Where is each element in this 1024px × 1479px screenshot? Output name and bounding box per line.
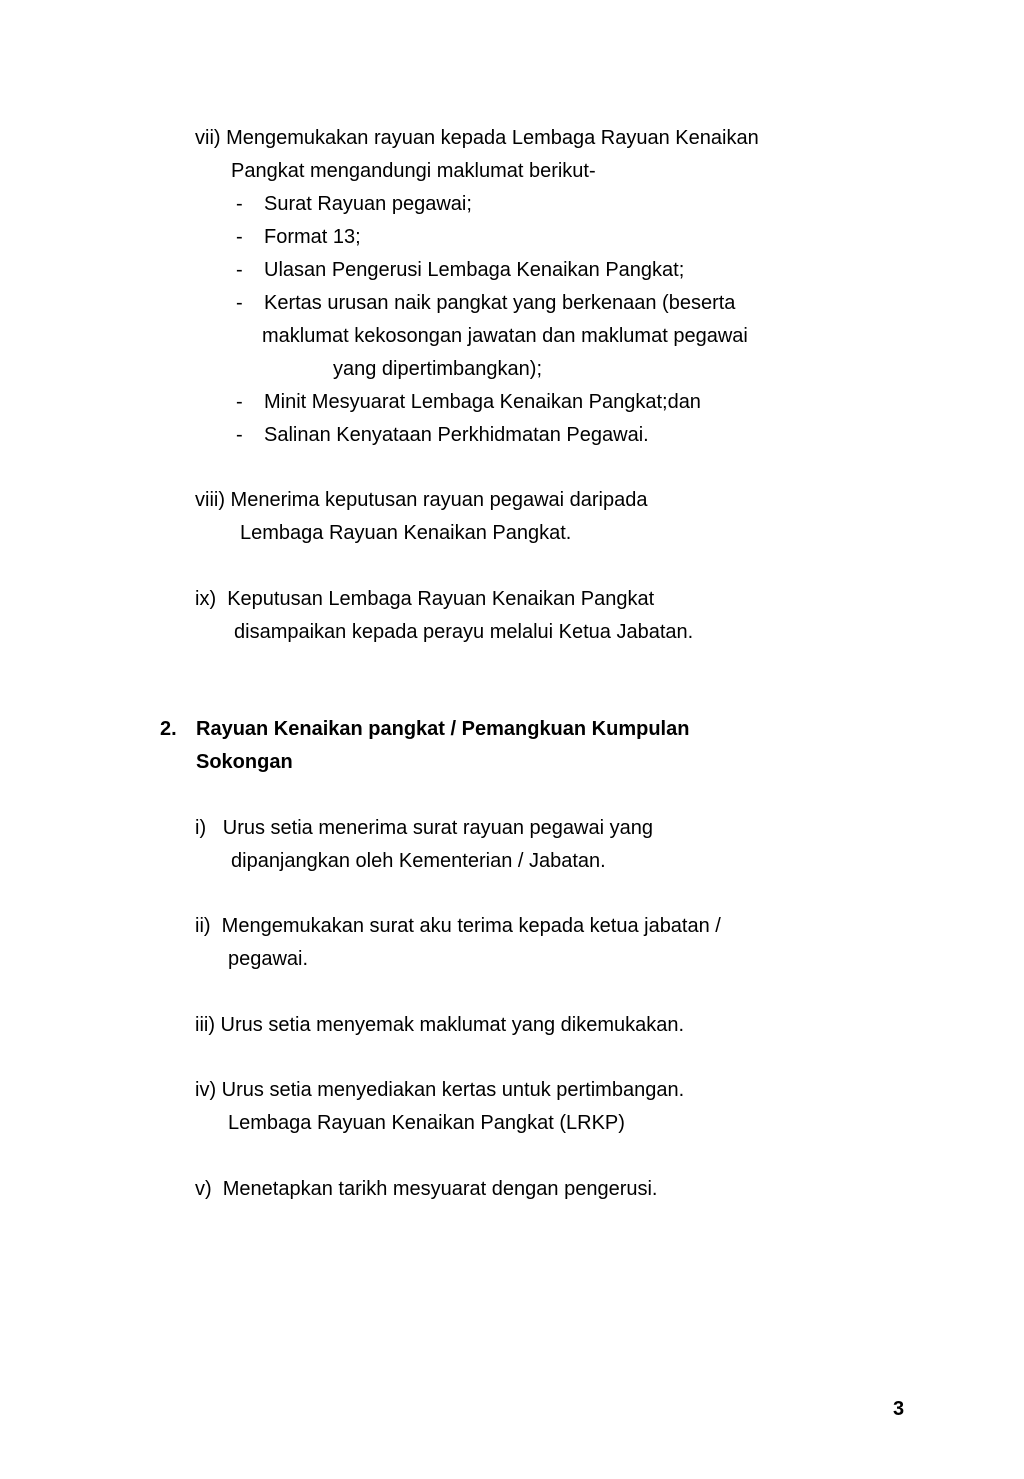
bullet-item: Kertas urusan naik pangkat yang berkenaan (beserta	[264, 292, 736, 314]
item-iii-line1: iii) Urus setia menyemak maklumat yang dikemukakan.	[195, 1014, 685, 1036]
bullet-marker: -	[236, 226, 243, 248]
bullet-item: Salinan Kenyataan Perkhidmatan Pegawai.	[264, 424, 649, 446]
bullet-item: Surat Rayuan pegawai;	[264, 193, 472, 215]
page-number: 3	[893, 1398, 905, 1420]
item-ix-line1: ix) Keputusan Lembaga Rayuan Kenaikan Pangkat	[195, 588, 655, 610]
item-i-line2: dipanjangkan oleh Kementerian / Jabatan.	[231, 850, 606, 872]
bullet-item-continuation: yang dipertimbangkan);	[333, 358, 543, 380]
item-ii-line2: pegawai.	[228, 948, 309, 970]
section-2-number: 2.	[160, 718, 177, 740]
section-2-heading-cont: Sokongan	[196, 751, 293, 773]
item-v-line1: v) Menetapkan tarikh mesyuarat dengan pengerusi.	[195, 1178, 658, 1200]
bullet-item: Format 13;	[264, 226, 361, 248]
bullet-item: Ulasan Pengerusi Lembaga Kenaikan Pangkat;	[264, 259, 685, 281]
bullet-marker: -	[236, 424, 243, 446]
item-ii-line1: ii) Mengemukakan surat aku terima kepada ketua jabatan /	[195, 915, 721, 937]
item-i-line1: i) Urus setia menerima surat rayuan pegawai yang	[195, 817, 653, 839]
bullet-marker: -	[236, 391, 243, 413]
bullet-marker: -	[236, 259, 243, 281]
bullet-marker: -	[236, 292, 243, 314]
section-2-heading: Rayuan Kenaikan pangkat / Pemangkuan Kumpulan	[196, 718, 690, 740]
bullet-item: Minit Mesyuarat Lembaga Kenaikan Pangkat;dan	[264, 391, 701, 413]
item-vii-line2: Pangkat mengandungi maklumat berikut-	[231, 160, 596, 182]
item-vii-line1: vii) Mengemukakan rayuan kepada Lembaga Rayuan Kenaikan	[195, 127, 759, 149]
item-iv-line2: Lembaga Rayuan Kenaikan Pangkat (LRKP)	[228, 1112, 625, 1134]
item-iv-line1: iv) Urus setia menyediakan kertas untuk pertimbangan.	[195, 1079, 685, 1101]
bullet-marker: -	[236, 193, 243, 215]
item-viii-line2: Lembaga Rayuan Kenaikan Pangkat.	[240, 522, 572, 544]
bullet-item-continuation: maklumat kekosongan jawatan dan maklumat pegawai	[262, 325, 748, 347]
item-ix-line2: disampaikan kepada perayu melalui Ketua Jabatan.	[234, 621, 694, 643]
item-viii-line1: viii) Menerima keputusan rayuan pegawai daripada	[195, 489, 648, 511]
